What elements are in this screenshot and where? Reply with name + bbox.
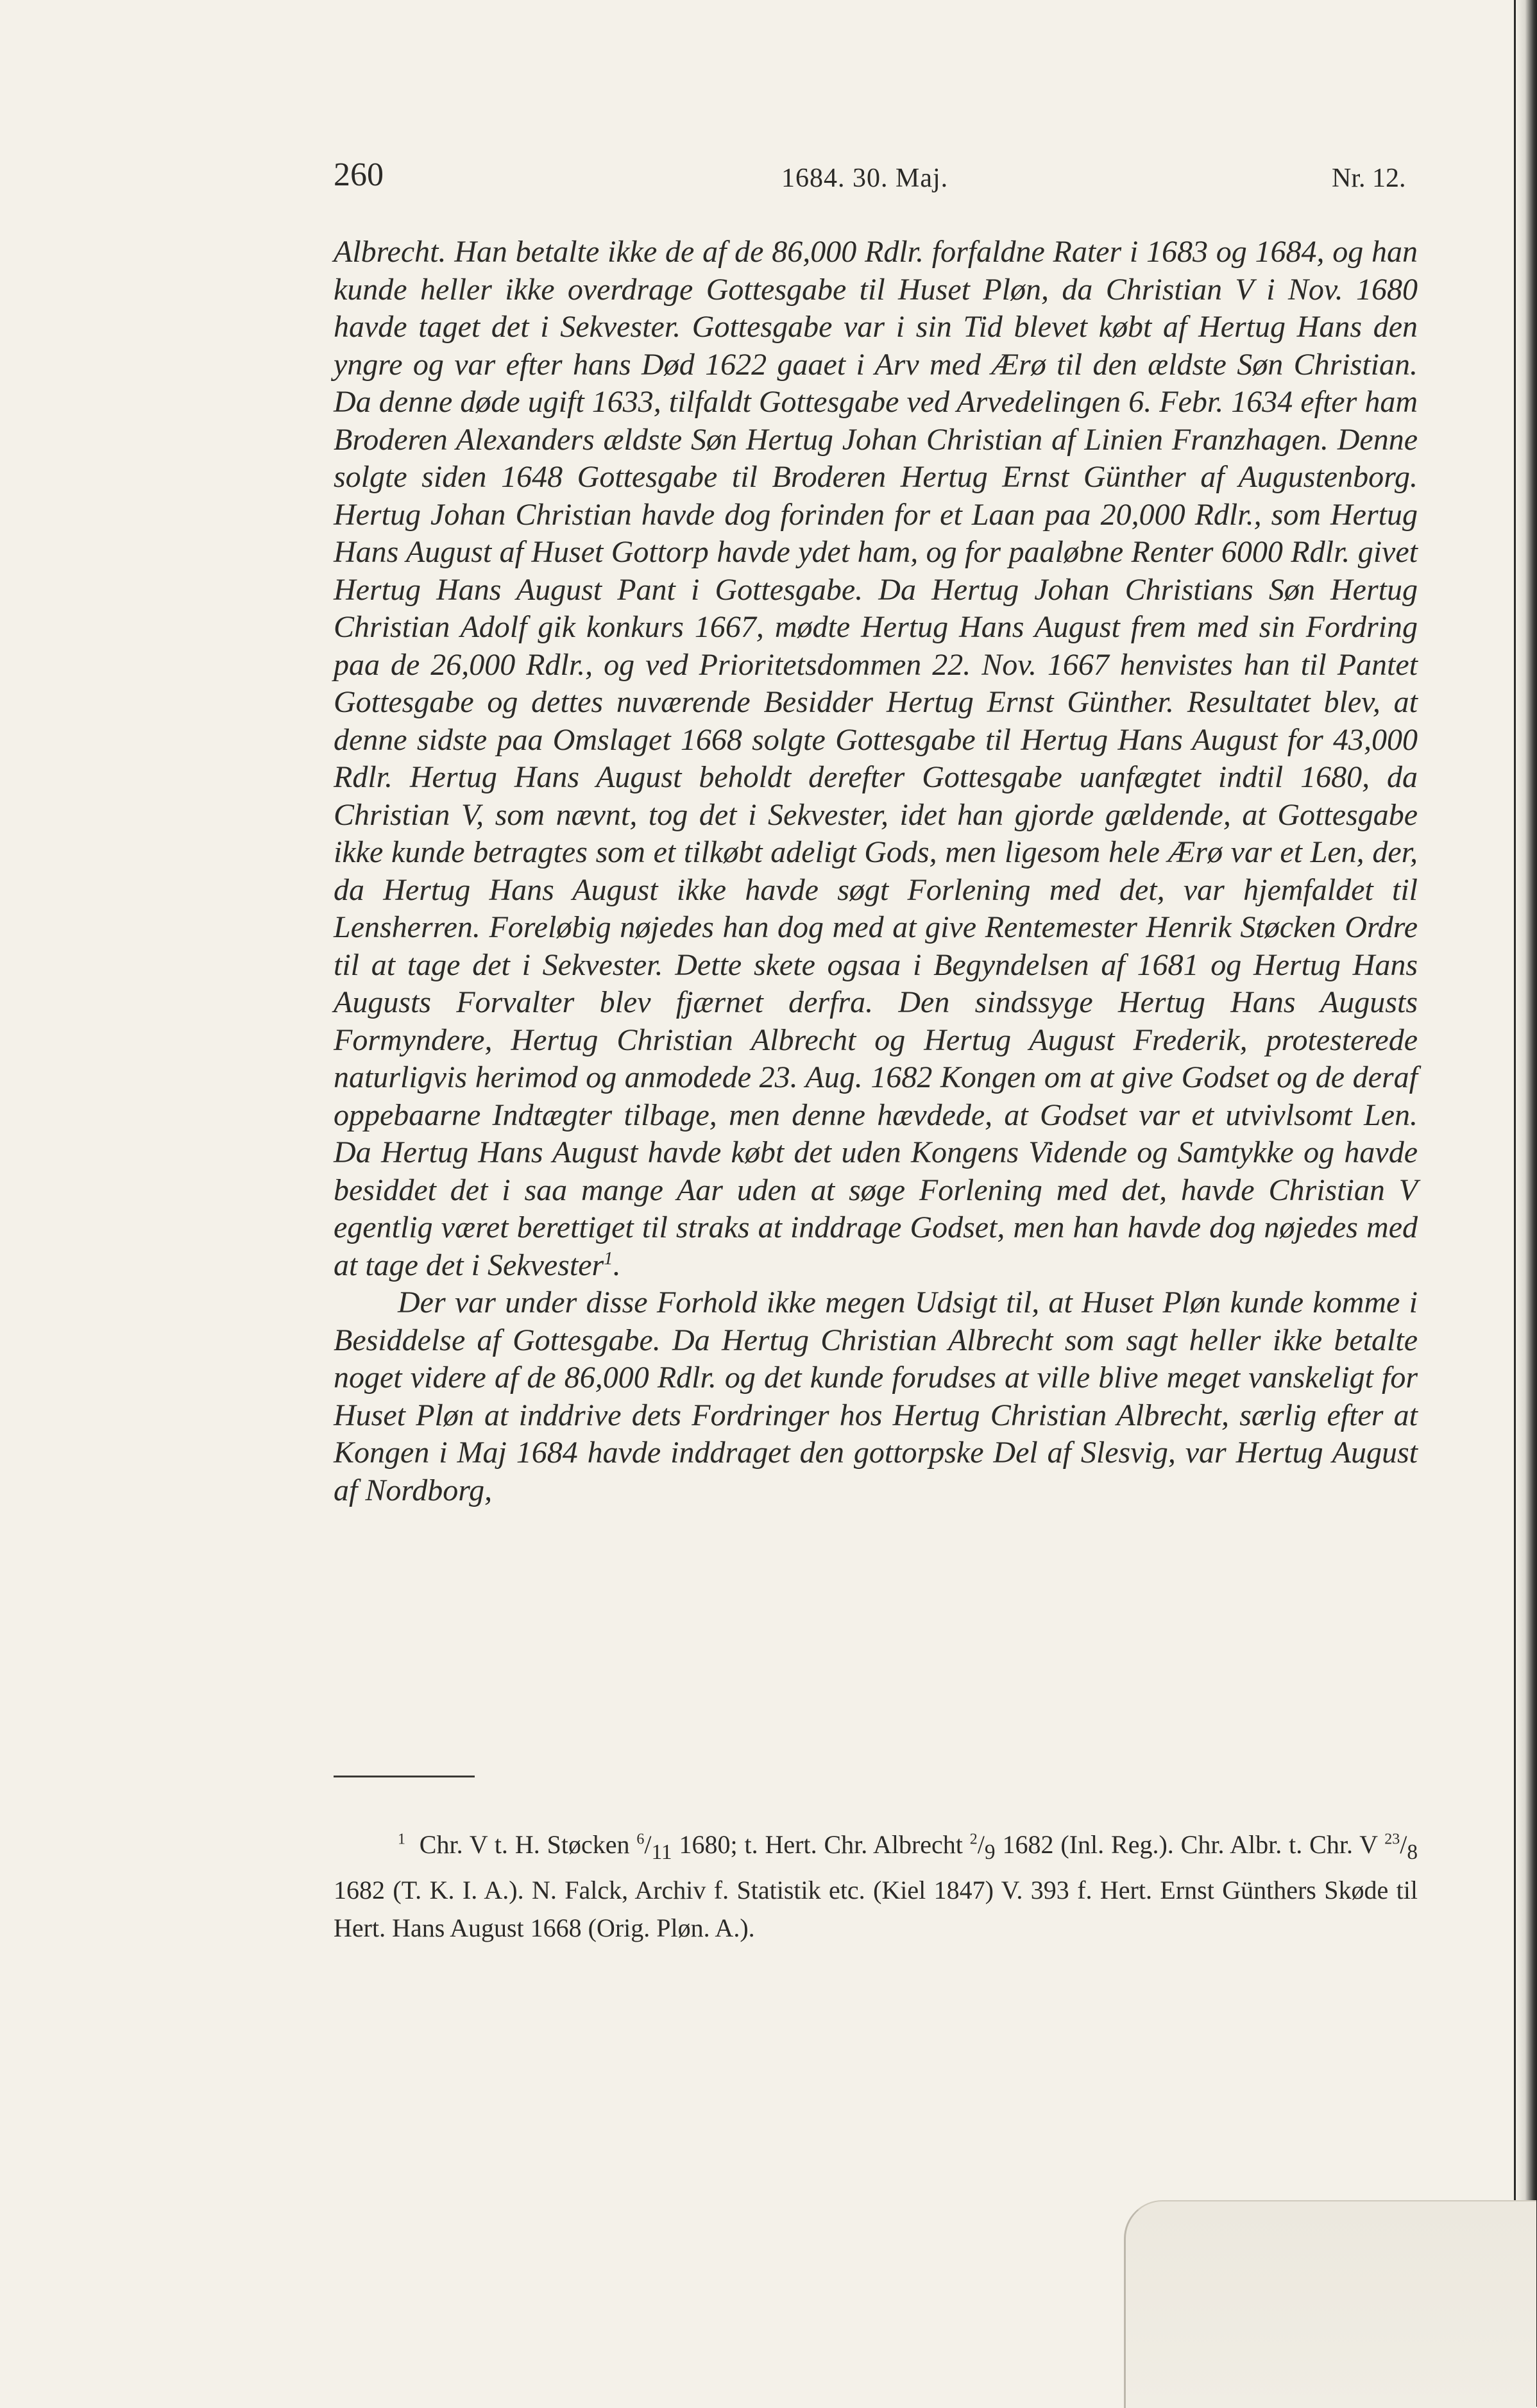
footnote-text-3: 1682 (Inl. Reg.). Chr. Albr. t. Chr. V — [995, 1830, 1385, 1859]
footnote-separator — [334, 1776, 475, 1777]
page-edge-shadow — [1515, 0, 1537, 2407]
page-number: 260 — [334, 157, 384, 193]
header-date: 1684. 30. Maj. — [781, 164, 949, 193]
footnote-text-2: 1680; t. Hert. Chr. Albrecht — [672, 1830, 970, 1859]
paragraph-2: Der var under disse Forhold ikke megen Udsigt til, at Huset Pløn kunde komme i Besiddelse af Gottesgabe. Da Hertug Christian Albrecht som sagt heller ikke betalte noget videre af de 86,000 Rdlr. og det kunde forudses at ville blive meget vanskeligt for Huset Pløn at inddrive dets Fordringer hos Hertug Christian Albrecht, særlig efter at Kongen i Maj 1684 havde inddraget den gottorpske Del af Slesvig, var Hertug August af Nordborg, — [334, 1285, 1418, 1507]
fraction-3-numerator: 23 — [1384, 1831, 1400, 1848]
document-number: Nr. 12. — [1332, 164, 1406, 193]
fraction-3-denominator: 8 — [1407, 1840, 1418, 1864]
footnote-text-4: 1682 (T. K. I. A.). N. Falck, Archiv f. Statistik etc. (Kiel 1847) V. 393 f. Hert. Ernst Günthers Skøde til Hert. Hans August 1668 (Orig. Pløn. A.). — [334, 1876, 1418, 1942]
footnote-text-1: Chr. V t. H. Støcken — [419, 1830, 637, 1859]
page-edge-line — [1514, 0, 1516, 2407]
footnote: $^1$ Chr. V t. H. Støcken $^6/_{11}$ 1680; t. Hert. Chr. Albrecht $^2/_9$ 1682 (Inl. Reg.). Chr. Albr. t. Chr. V $^{23}/_8$ 1682 (T. K. I. A.). N. Falck, Archiv f. Statistik etc. (Kiel 1847) V. 393 f. Hert. Ernst Günthers Skøde til Hert. Hans August 1668 (Orig. Pløn. A.). — [334, 1830, 1418, 1942]
footnote-reference: 1 — [604, 1248, 613, 1269]
page-stain — [1124, 2200, 1536, 2408]
paragraph-1 — [334, 233, 1418, 1284]
paragraph-1-end: . — [613, 1248, 621, 1282]
footnote-mark: 1 — [398, 1831, 405, 1848]
paragraph-1-text: Albrecht. Han betalte ikke de af de 86,000 Rdlr. forfaldne Rater i 1683 og 1684, og han kunde heller ikke overdrage Gottesgabe til Huset Pløn, da Christian V i Nov. 1680 havde taget det i Sekvester. Gottesgabe var i sin Tid blevet købt af Hertug Hans den yngre og var efter hans Død 1622 gaaet i Arv med Ærø til den ældste Søn Christian. Da denne døde ugift 1633, tilfaldt Gottesgabe ved Arvedelingen 6. Febr. 1634 efter ham Broderen Alexanders ældste Søn Hertug Johan Christian af Linien Franzhagen. Denne solgte siden 1648 Gottesgabe til Broderen Hertug Ernst Günther af Augustenborg. Hertug Johan Christian havde dog forinden for et Laan paa 20,000 Rdlr., som Hertug Hans August af Huset Gottorp havde ydet ham, og for paaløbne Renter 6000 Rdlr. givet Hertug Hans August Pant i Gottesgabe. Da Hertug Johan Christians Søn Hertug Christian Adolf gik konkurs 1667, mødte Hertug Hans August frem med sin Fordring paa de 26,000 Rdlr., og ved Prioritetsdommen 22. Nov. 1667 henvistes han til Pantet Gottesgabe og dettes nuværende Besidder Hertug Ernst Günther. Resultatet blev, at denne sidste paa Omslaget 1668 solgte Gottesgabe til Hertug Hans August for 43,000 Rdlr. Hertug Hans August beholdt derefter Gottesgabe uanfægtet indtil 1680, da Christian V, som nævnt, tog det i Sekvester, idet han gjorde gældende, at Gottesgabe ikke kunde betragtes som et tilkøbt adeligt Gods, men ligesom hele Ærø var et Len, der, da Hertug Hans August ikke havde søgt Forlening med det, var hjemfaldet til Lensherren. Foreløbig nøjedes han dog med at give Rentemester Henrik Støcken Ordre til at tage det i Sekvester. Dette skete ogsaa i Begyndelsen af 1681 og Hertug Hans Augusts Forvalter blev fjærnet derfra. Den sindssyge Hertug Hans Augusts Formyndere, Hertug Christian Albrecht og Hertug August Frederik, protesterede naturligvis herimod og anmodede 23. Aug. 1682 Kongen om at give Godset og de deraf oppebaarne Indtægter tilbage, men denne hævdede, at Godset var et utvivlsomt Len. Da Hertug Hans August havde købt det uden Kongens Vidende og Samtykke og havde besiddet det i saa mange Aar uden at søge Forlening med det, havde Christian V egentlig været berettiget til straks at inddrage Godset, men han havde dog nøjedes med at tage det i Sekvester — [334, 235, 1418, 1282]
fraction-2-denominator: 9 — [984, 1840, 996, 1864]
fraction-2-numerator: 2 — [969, 1831, 978, 1848]
body-text — [334, 233, 1418, 1509]
running-header — [0, 153, 1475, 204]
fraction-1-numerator: 6 — [636, 1831, 645, 1848]
fraction-1-denominator: 11 — [651, 1840, 672, 1864]
